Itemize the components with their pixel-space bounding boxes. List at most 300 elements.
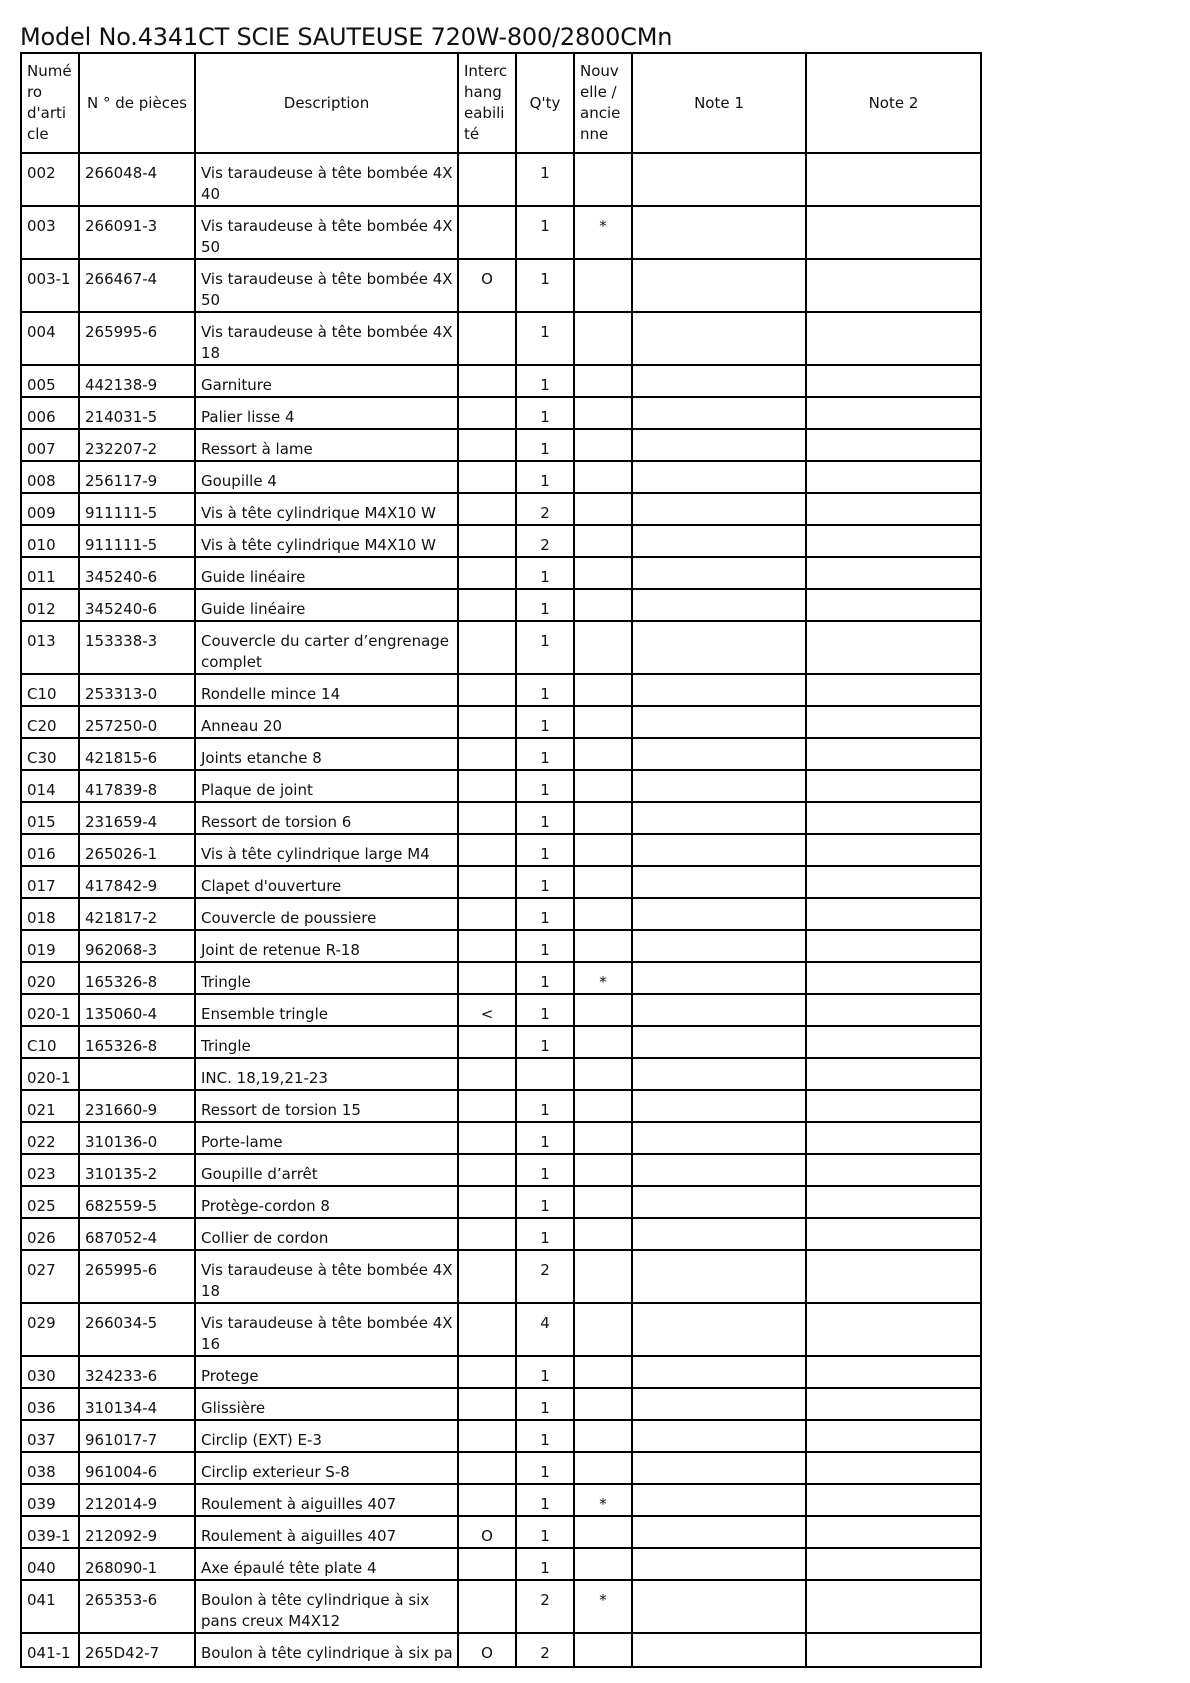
table-row — [21, 312, 981, 365]
cell-description: Joints etanche 8 — [195, 738, 458, 770]
cell-interchangeability: O — [458, 259, 516, 312]
cell-note-2 — [806, 1516, 981, 1548]
cell-description: Tringle — [195, 1026, 458, 1058]
cell-note-2 — [806, 674, 981, 706]
cell-note-1 — [632, 802, 806, 834]
cell-quantity: 1 — [516, 259, 574, 312]
cell-item-number: C20 — [21, 706, 79, 738]
cell-quantity: 1 — [516, 770, 574, 802]
cell-part-number: 265353-6 — [79, 1580, 195, 1633]
header-description: Description — [195, 53, 458, 153]
cell-item-number: 005 — [21, 365, 79, 397]
cell-part-number: 212014-9 — [79, 1484, 195, 1516]
table-row — [21, 994, 981, 1026]
cell-description: Ensemble tringle — [195, 994, 458, 1026]
cell-part-number: 911111-5 — [79, 525, 195, 557]
cell-note-2 — [806, 259, 981, 312]
cell-note-1 — [632, 930, 806, 962]
table-row — [21, 1026, 981, 1058]
cell-new-old — [574, 429, 632, 461]
cell-note-2 — [806, 834, 981, 866]
cell-part-number: 231659-4 — [79, 802, 195, 834]
cell-note-1 — [632, 738, 806, 770]
cell-note-1 — [632, 1580, 806, 1633]
cell-note-1 — [632, 557, 806, 589]
cell-quantity: 1 — [516, 930, 574, 962]
cell-quantity: 1 — [516, 898, 574, 930]
cell-item-number: 039-1 — [21, 1516, 79, 1548]
cell-note-2 — [806, 557, 981, 589]
cell-part-number: 256117-9 — [79, 461, 195, 493]
cell-quantity: 1 — [516, 962, 574, 994]
table-row — [21, 1303, 981, 1356]
table-row — [21, 898, 981, 930]
table-row — [21, 738, 981, 770]
parts-table — [20, 52, 982, 1668]
cell-interchangeability — [458, 397, 516, 429]
table-row — [21, 525, 981, 557]
cell-note-2 — [806, 312, 981, 365]
cell-quantity: 1 — [516, 589, 574, 621]
table-row — [21, 1420, 981, 1452]
cell-description: Vis taraudeuse à tête bombée 4X 40 — [195, 153, 458, 206]
cell-description: Protège-cordon 8 — [195, 1186, 458, 1218]
cell-description: Palier lisse 4 — [195, 397, 458, 429]
cell-interchangeability — [458, 770, 516, 802]
cell-quantity: 2 — [516, 525, 574, 557]
cell-interchangeability — [458, 1420, 516, 1452]
cell-new-old — [574, 1058, 632, 1090]
cell-item-number: 017 — [21, 866, 79, 898]
cell-item-number: 037 — [21, 1420, 79, 1452]
cell-quantity: 2 — [516, 1580, 574, 1633]
cell-part-number: 257250-0 — [79, 706, 195, 738]
cell-new-old — [574, 898, 632, 930]
cell-note-1 — [632, 866, 806, 898]
cell-interchangeability — [458, 962, 516, 994]
cell-new-old — [574, 1548, 632, 1580]
cell-new-old: * — [574, 206, 632, 259]
header-note-1: Note 1 — [632, 53, 806, 153]
cell-interchangeability — [458, 866, 516, 898]
cell-interchangeability — [458, 1090, 516, 1122]
cell-new-old — [574, 994, 632, 1026]
cell-note-2 — [806, 802, 981, 834]
cell-description: Porte-lame — [195, 1122, 458, 1154]
table-row — [21, 1548, 981, 1580]
cell-item-number: 020-1 — [21, 994, 79, 1026]
cell-item-number: 023 — [21, 1154, 79, 1186]
table-row — [21, 1356, 981, 1388]
cell-quantity: 1 — [516, 834, 574, 866]
cell-item-number: 016 — [21, 834, 79, 866]
cell-description: Anneau 20 — [195, 706, 458, 738]
cell-item-number: 040 — [21, 1548, 79, 1580]
table-row — [21, 493, 981, 525]
table-row — [21, 1580, 981, 1633]
cell-note-1 — [632, 1420, 806, 1452]
cell-new-old — [574, 1452, 632, 1484]
cell-item-number: 039 — [21, 1484, 79, 1516]
cell-interchangeability — [458, 365, 516, 397]
table-row — [21, 397, 981, 429]
cell-description: Ressort de torsion 15 — [195, 1090, 458, 1122]
cell-note-2 — [806, 589, 981, 621]
table-row — [21, 621, 981, 674]
cell-quantity: 1 — [516, 461, 574, 493]
cell-note-1 — [632, 429, 806, 461]
table-header-row — [21, 53, 981, 153]
cell-quantity: 1 — [516, 1218, 574, 1250]
cell-description: Glissière — [195, 1388, 458, 1420]
cell-interchangeability — [458, 589, 516, 621]
cell-interchangeability — [458, 153, 516, 206]
cell-note-1 — [632, 898, 806, 930]
cell-note-2 — [806, 525, 981, 557]
cell-new-old — [574, 834, 632, 866]
cell-description: Boulon à tête cylindrique à six pa — [195, 1633, 458, 1667]
header-interchangeability: Interchangeabilité — [458, 53, 516, 153]
cell-item-number: 021 — [21, 1090, 79, 1122]
cell-quantity: 2 — [516, 493, 574, 525]
cell-item-number: 025 — [21, 1186, 79, 1218]
cell-interchangeability — [458, 674, 516, 706]
cell-note-1 — [632, 493, 806, 525]
table-row — [21, 1154, 981, 1186]
table-row — [21, 1388, 981, 1420]
cell-note-1 — [632, 621, 806, 674]
table-row — [21, 1633, 981, 1667]
cell-part-number: 962068-3 — [79, 930, 195, 962]
cell-part-number: 324233-6 — [79, 1356, 195, 1388]
cell-part-number: 911111-5 — [79, 493, 195, 525]
cell-new-old: * — [574, 1484, 632, 1516]
cell-part-number: 253313-0 — [79, 674, 195, 706]
cell-note-1 — [632, 770, 806, 802]
cell-interchangeability — [458, 1452, 516, 1484]
cell-part-number: 266467-4 — [79, 259, 195, 312]
cell-item-number: 029 — [21, 1303, 79, 1356]
cell-note-1 — [632, 1484, 806, 1516]
cell-note-2 — [806, 429, 981, 461]
cell-note-1 — [632, 206, 806, 259]
cell-part-number: 961017-7 — [79, 1420, 195, 1452]
cell-description: Ressort de torsion 6 — [195, 802, 458, 834]
table-row — [21, 259, 981, 312]
cell-note-2 — [806, 1633, 981, 1667]
cell-interchangeability: < — [458, 994, 516, 1026]
cell-quantity — [516, 1058, 574, 1090]
cell-interchangeability — [458, 1250, 516, 1303]
cell-part-number: 265995-6 — [79, 1250, 195, 1303]
cell-note-2 — [806, 1186, 981, 1218]
cell-note-2 — [806, 1420, 981, 1452]
cell-description: Axe épaulé tête plate 4 — [195, 1548, 458, 1580]
cell-new-old — [574, 1122, 632, 1154]
table-row — [21, 1516, 981, 1548]
cell-new-old — [574, 461, 632, 493]
cell-item-number: 038 — [21, 1452, 79, 1484]
header-new-old: Nouvelle / ancienne — [574, 53, 632, 153]
cell-part-number: 345240-6 — [79, 557, 195, 589]
cell-interchangeability: O — [458, 1633, 516, 1667]
cell-item-number: 030 — [21, 1356, 79, 1388]
cell-note-2 — [806, 738, 981, 770]
cell-note-1 — [632, 1452, 806, 1484]
page-title: Model No.4341CT SCIE SAUTEUSE 720W-800/2800CMn — [20, 23, 673, 51]
cell-description: Vis à tête cylindrique large M4 — [195, 834, 458, 866]
cell-new-old — [574, 1026, 632, 1058]
cell-note-1 — [632, 834, 806, 866]
cell-interchangeability — [458, 1548, 516, 1580]
cell-part-number: 442138-9 — [79, 365, 195, 397]
cell-new-old — [574, 866, 632, 898]
table-row — [21, 1186, 981, 1218]
cell-note-2 — [806, 1154, 981, 1186]
cell-description: Protege — [195, 1356, 458, 1388]
cell-interchangeability — [458, 429, 516, 461]
cell-part-number — [79, 1058, 195, 1090]
cell-interchangeability: O — [458, 1516, 516, 1548]
table-row — [21, 206, 981, 259]
cell-part-number: 310135-2 — [79, 1154, 195, 1186]
cell-part-number: 345240-6 — [79, 589, 195, 621]
cell-interchangeability — [458, 706, 516, 738]
table-row — [21, 589, 981, 621]
cell-new-old — [574, 1356, 632, 1388]
cell-note-1 — [632, 1303, 806, 1356]
cell-item-number: 012 — [21, 589, 79, 621]
cell-item-number: 004 — [21, 312, 79, 365]
cell-quantity: 1 — [516, 738, 574, 770]
cell-note-2 — [806, 962, 981, 994]
cell-item-number: 036 — [21, 1388, 79, 1420]
cell-new-old — [574, 1090, 632, 1122]
header-note-2: Note 2 — [806, 53, 981, 153]
cell-note-2 — [806, 1303, 981, 1356]
cell-new-old — [574, 589, 632, 621]
cell-description: INC. 18,19,21-23 — [195, 1058, 458, 1090]
cell-new-old — [574, 930, 632, 962]
cell-part-number: 265D42-7 — [79, 1633, 195, 1667]
cell-item-number: C10 — [21, 1026, 79, 1058]
cell-item-number: C10 — [21, 674, 79, 706]
table-row — [21, 365, 981, 397]
cell-note-1 — [632, 461, 806, 493]
cell-description: Vis taraudeuse à tête bombée 4X 50 — [195, 206, 458, 259]
cell-item-number: 003 — [21, 206, 79, 259]
cell-quantity: 1 — [516, 1548, 574, 1580]
cell-description: Vis à tête cylindrique M4X10 W — [195, 493, 458, 525]
cell-part-number: 214031-5 — [79, 397, 195, 429]
cell-note-1 — [632, 153, 806, 206]
cell-note-1 — [632, 1218, 806, 1250]
cell-note-1 — [632, 706, 806, 738]
cell-part-number: 165326-8 — [79, 962, 195, 994]
cell-interchangeability — [458, 1026, 516, 1058]
cell-new-old — [574, 1186, 632, 1218]
cell-item-number: 011 — [21, 557, 79, 589]
cell-quantity: 1 — [516, 557, 574, 589]
cell-new-old — [574, 738, 632, 770]
cell-note-2 — [806, 930, 981, 962]
cell-description: Couvercle du carter d’engrenage complet — [195, 621, 458, 674]
cell-note-1 — [632, 259, 806, 312]
cell-description: Circlip exterieur S-8 — [195, 1452, 458, 1484]
cell-interchangeability — [458, 493, 516, 525]
cell-description: Rondelle mince 14 — [195, 674, 458, 706]
cell-note-2 — [806, 621, 981, 674]
cell-quantity: 1 — [516, 866, 574, 898]
table-row — [21, 1218, 981, 1250]
cell-description: Circlip (EXT) E-3 — [195, 1420, 458, 1452]
cell-part-number: 153338-3 — [79, 621, 195, 674]
cell-item-number: 009 — [21, 493, 79, 525]
table-row — [21, 153, 981, 206]
cell-quantity: 2 — [516, 1250, 574, 1303]
cell-part-number: 212092-9 — [79, 1516, 195, 1548]
cell-new-old — [574, 365, 632, 397]
cell-description: Goupille d’arrêt — [195, 1154, 458, 1186]
cell-description: Tringle — [195, 962, 458, 994]
cell-quantity: 1 — [516, 206, 574, 259]
cell-item-number: 020-1 — [21, 1058, 79, 1090]
cell-note-1 — [632, 1186, 806, 1218]
cell-new-old: * — [574, 1580, 632, 1633]
cell-quantity: 1 — [516, 1484, 574, 1516]
cell-new-old — [574, 1388, 632, 1420]
cell-part-number: 266091-3 — [79, 206, 195, 259]
cell-interchangeability — [458, 1186, 516, 1218]
cell-part-number: 310134-4 — [79, 1388, 195, 1420]
cell-note-2 — [806, 1218, 981, 1250]
cell-note-1 — [632, 962, 806, 994]
cell-new-old — [574, 312, 632, 365]
cell-description: Goupille 4 — [195, 461, 458, 493]
cell-description: Garniture — [195, 365, 458, 397]
header-item-number: Numéro d'article — [21, 53, 79, 153]
cell-note-1 — [632, 397, 806, 429]
cell-note-2 — [806, 770, 981, 802]
cell-note-2 — [806, 1356, 981, 1388]
cell-new-old — [574, 397, 632, 429]
cell-quantity: 1 — [516, 1356, 574, 1388]
cell-quantity: 1 — [516, 365, 574, 397]
cell-new-old — [574, 1250, 632, 1303]
table-row — [21, 461, 981, 493]
cell-interchangeability — [458, 930, 516, 962]
cell-note-1 — [632, 1388, 806, 1420]
cell-item-number: 041 — [21, 1580, 79, 1633]
cell-part-number: 135060-4 — [79, 994, 195, 1026]
cell-description: Vis taraudeuse à tête bombée 4X 16 — [195, 1303, 458, 1356]
cell-item-number: 026 — [21, 1218, 79, 1250]
cell-description: Vis taraudeuse à tête bombée 4X 50 — [195, 259, 458, 312]
cell-item-number: 003-1 — [21, 259, 79, 312]
cell-note-2 — [806, 898, 981, 930]
cell-interchangeability — [458, 206, 516, 259]
cell-new-old — [574, 802, 632, 834]
cell-description: Collier de cordon — [195, 1218, 458, 1250]
cell-note-1 — [632, 589, 806, 621]
table-row — [21, 802, 981, 834]
cell-note-1 — [632, 1633, 806, 1667]
cell-note-2 — [806, 153, 981, 206]
cell-item-number: 013 — [21, 621, 79, 674]
cell-note-2 — [806, 365, 981, 397]
cell-item-number: 007 — [21, 429, 79, 461]
cell-interchangeability — [458, 738, 516, 770]
cell-part-number: 417839-8 — [79, 770, 195, 802]
cell-description: Ressort à lame — [195, 429, 458, 461]
cell-item-number: 015 — [21, 802, 79, 834]
cell-note-2 — [806, 461, 981, 493]
cell-quantity: 1 — [516, 153, 574, 206]
cell-item-number: 019 — [21, 930, 79, 962]
table-row — [21, 930, 981, 962]
table-row — [21, 557, 981, 589]
cell-interchangeability — [458, 1580, 516, 1633]
cell-note-2 — [806, 866, 981, 898]
cell-interchangeability — [458, 1356, 516, 1388]
cell-new-old — [574, 1516, 632, 1548]
cell-part-number: 231660-9 — [79, 1090, 195, 1122]
cell-part-number: 421815-6 — [79, 738, 195, 770]
cell-note-1 — [632, 525, 806, 557]
cell-note-2 — [806, 1122, 981, 1154]
cell-interchangeability — [458, 1388, 516, 1420]
cell-interchangeability — [458, 1484, 516, 1516]
cell-item-number: 008 — [21, 461, 79, 493]
cell-quantity: 1 — [516, 397, 574, 429]
cell-quantity: 1 — [516, 1516, 574, 1548]
cell-note-2 — [806, 206, 981, 259]
cell-note-2 — [806, 1388, 981, 1420]
cell-note-2 — [806, 1452, 981, 1484]
table-row — [21, 1250, 981, 1303]
cell-description: Boulon à tête cylindrique à six pans creux M4X12 — [195, 1580, 458, 1633]
cell-quantity: 1 — [516, 1186, 574, 1218]
cell-new-old — [574, 153, 632, 206]
cell-new-old — [574, 1420, 632, 1452]
cell-new-old — [574, 525, 632, 557]
cell-interchangeability — [458, 1154, 516, 1186]
cell-note-1 — [632, 1516, 806, 1548]
cell-note-1 — [632, 674, 806, 706]
cell-new-old — [574, 557, 632, 589]
cell-note-2 — [806, 1090, 981, 1122]
cell-part-number: 417842-9 — [79, 866, 195, 898]
cell-note-2 — [806, 706, 981, 738]
cell-item-number: 010 — [21, 525, 79, 557]
cell-item-number: 018 — [21, 898, 79, 930]
cell-note-2 — [806, 1484, 981, 1516]
cell-quantity: 2 — [516, 1633, 574, 1667]
cell-quantity: 4 — [516, 1303, 574, 1356]
cell-interchangeability — [458, 621, 516, 674]
cell-item-number: 006 — [21, 397, 79, 429]
cell-part-number: 268090-1 — [79, 1548, 195, 1580]
cell-part-number: 421817-2 — [79, 898, 195, 930]
header-part-number: N ° de pièces — [79, 53, 195, 153]
cell-interchangeability — [458, 834, 516, 866]
cell-quantity: 1 — [516, 1388, 574, 1420]
cell-note-2 — [806, 1580, 981, 1633]
cell-interchangeability — [458, 898, 516, 930]
cell-part-number: 266048-4 — [79, 153, 195, 206]
cell-note-2 — [806, 994, 981, 1026]
cell-description: Vis taraudeuse à tête bombée 4X 18 — [195, 1250, 458, 1303]
